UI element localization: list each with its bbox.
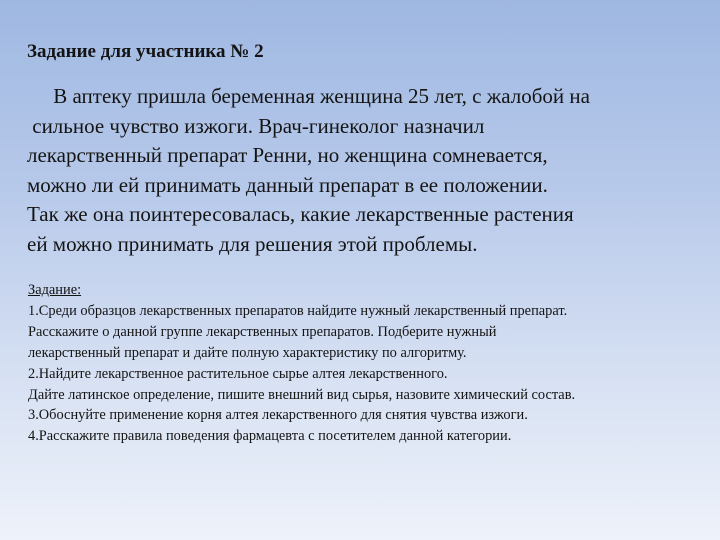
case-line: Так же она поинтересовалась, какие лекарственные растения xyxy=(27,202,574,226)
task-line: 1.Среди образцов лекарственных препаратов найдите нужный лекарственный препарат. xyxy=(28,302,568,319)
task-line: Расскажите о данной группе лекарственных препаратов. Подберите нужный xyxy=(28,323,497,340)
task-line: 4.Расскажите правила поведения фармацевта с посетителем данной категории. xyxy=(28,428,512,445)
task-heading: Задание: xyxy=(28,282,82,298)
task-section xyxy=(28,280,716,447)
case-line: ей можно принимать для решения этой проблемы. xyxy=(27,231,478,256)
task-line: 3.Обоснуйте применение корня алтея лекарственного для снятия чувства изжоги. xyxy=(28,407,528,424)
task-line: Дайте латинское определение, пишите внешний вид сырья, назовите химический состав. xyxy=(28,386,576,403)
case-line: лекарственный препарат Ренни, но женщина сомневается, xyxy=(27,143,548,167)
case-line: можно ли ей принимать данный препарат в ее положении. xyxy=(27,172,548,197)
task-line: 2.Найдите лекарственное растительное сырье алтея лекарственного. xyxy=(28,365,448,382)
task-line: лекарственный препарат и дайте полную характеристику по алгоритму. xyxy=(28,344,467,361)
case-line: В аптеку пришла беременная женщина 25 лет, с жалобой на xyxy=(27,84,590,108)
case-description xyxy=(27,82,707,259)
slide-title: Задание для участника № 2 xyxy=(27,41,264,62)
case-line: сильное чувство изжоги. Врач-гинеколог назначил xyxy=(27,113,485,138)
